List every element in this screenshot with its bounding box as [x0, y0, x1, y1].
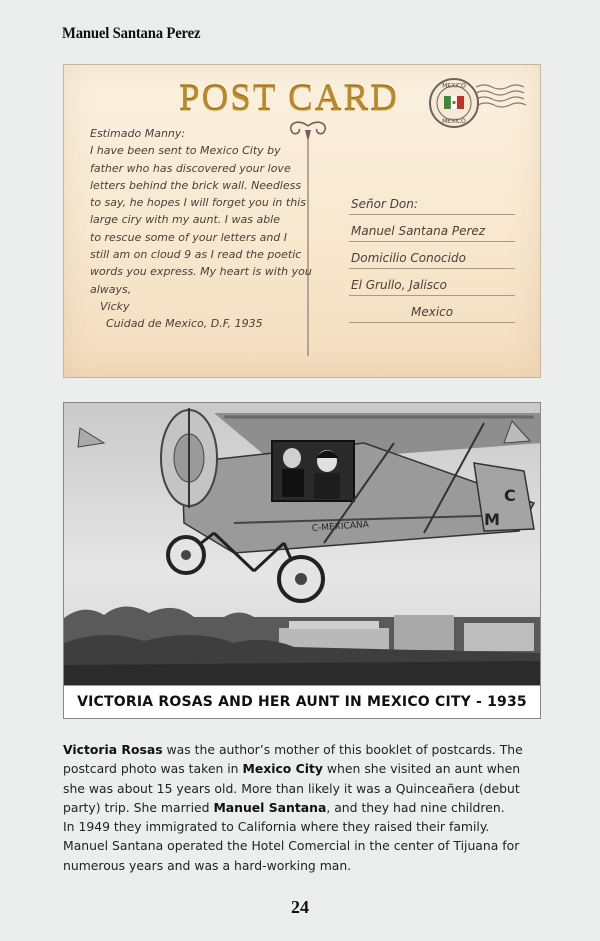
letter-line: father who has discovered your love — [90, 161, 291, 175]
body-text: , and they had nine children. — [326, 799, 505, 815]
address-line: Domicilio Conocido — [349, 242, 515, 269]
bold-name: Victoria Rosas — [63, 742, 163, 757]
address-line: Manuel Santana Perez — [349, 215, 515, 242]
body-paragraph — [63, 740, 541, 875]
letter-line: letters behind the brick wall. Needless — [90, 178, 302, 192]
body-text: In 1949 they immigrated to California where they raised their family. — [63, 819, 490, 835]
postmark-stamp-icon — [424, 73, 532, 133]
bold-name: Manuel Santana — [213, 799, 327, 815]
letter-place-date: Cuidad de Mexico, D.F, 1935 — [106, 317, 263, 331]
page-number: 24 — [291, 897, 309, 917]
svg-text:MEXICO: MEXICO — [442, 118, 466, 125]
letter-line: to rescue some of your letters and I — [90, 230, 288, 244]
handwritten-letter — [90, 125, 320, 333]
postcard-title: POST CARD — [179, 78, 399, 119]
letter-line: Estimado Manny: — [90, 127, 186, 140]
body-text: was the author’s mother of this booklet of postcards. The — [162, 742, 523, 757]
letter-line: I have been sent to Mexico City by — [90, 144, 281, 158]
running-header: Manuel Santana Perez — [62, 25, 201, 42]
address-block — [349, 188, 515, 323]
address-line: Mexico — [349, 296, 515, 323]
body-text: Manuel Santana operated the Hotel Comercial in the center of Tijuana for — [63, 838, 520, 854]
letter-line: always, — [90, 282, 132, 296]
letter-line: still am on cloud 9 as I read the poetic — [90, 248, 302, 262]
body-text: postcard photo was taken in — [63, 761, 243, 777]
letter-line: large ciry with my aunt. I was able — [90, 213, 280, 227]
address-line: El Grullo, Jalisco — [349, 269, 515, 296]
airplane-photo — [63, 402, 541, 719]
postcard-image — [63, 64, 541, 378]
svg-text:C: C — [504, 486, 516, 505]
flag-green — [444, 96, 451, 109]
svg-text:M: M — [484, 510, 500, 529]
letter-line: words you express. My heart is with you — [90, 265, 312, 279]
address-line: Señor Don: — [349, 188, 515, 215]
svg-text:MEXICO: MEXICO — [442, 82, 466, 90]
photo-caption: VICTORIA ROSAS AND HER AUNT IN MEXICO CITY - 1935 — [64, 685, 540, 718]
bold-place: Mexico City — [242, 761, 323, 777]
body-text: numerous years and was a hard-working man. — [63, 857, 352, 873]
body-text: she was about 15 years old. More than likely it was a Quinceañera (debut — [63, 780, 520, 796]
body-text: when she visited an aunt when — [322, 761, 521, 777]
svg-text:C-MEXICANA: C-MEXICANA — [311, 520, 370, 534]
letter-signature: Vicky — [100, 299, 130, 313]
letter-line: to say, he hopes I will forget you in this — [90, 196, 306, 210]
body-text: party) trip. She married — [63, 799, 214, 815]
airplane-illustration — [64, 403, 541, 688]
